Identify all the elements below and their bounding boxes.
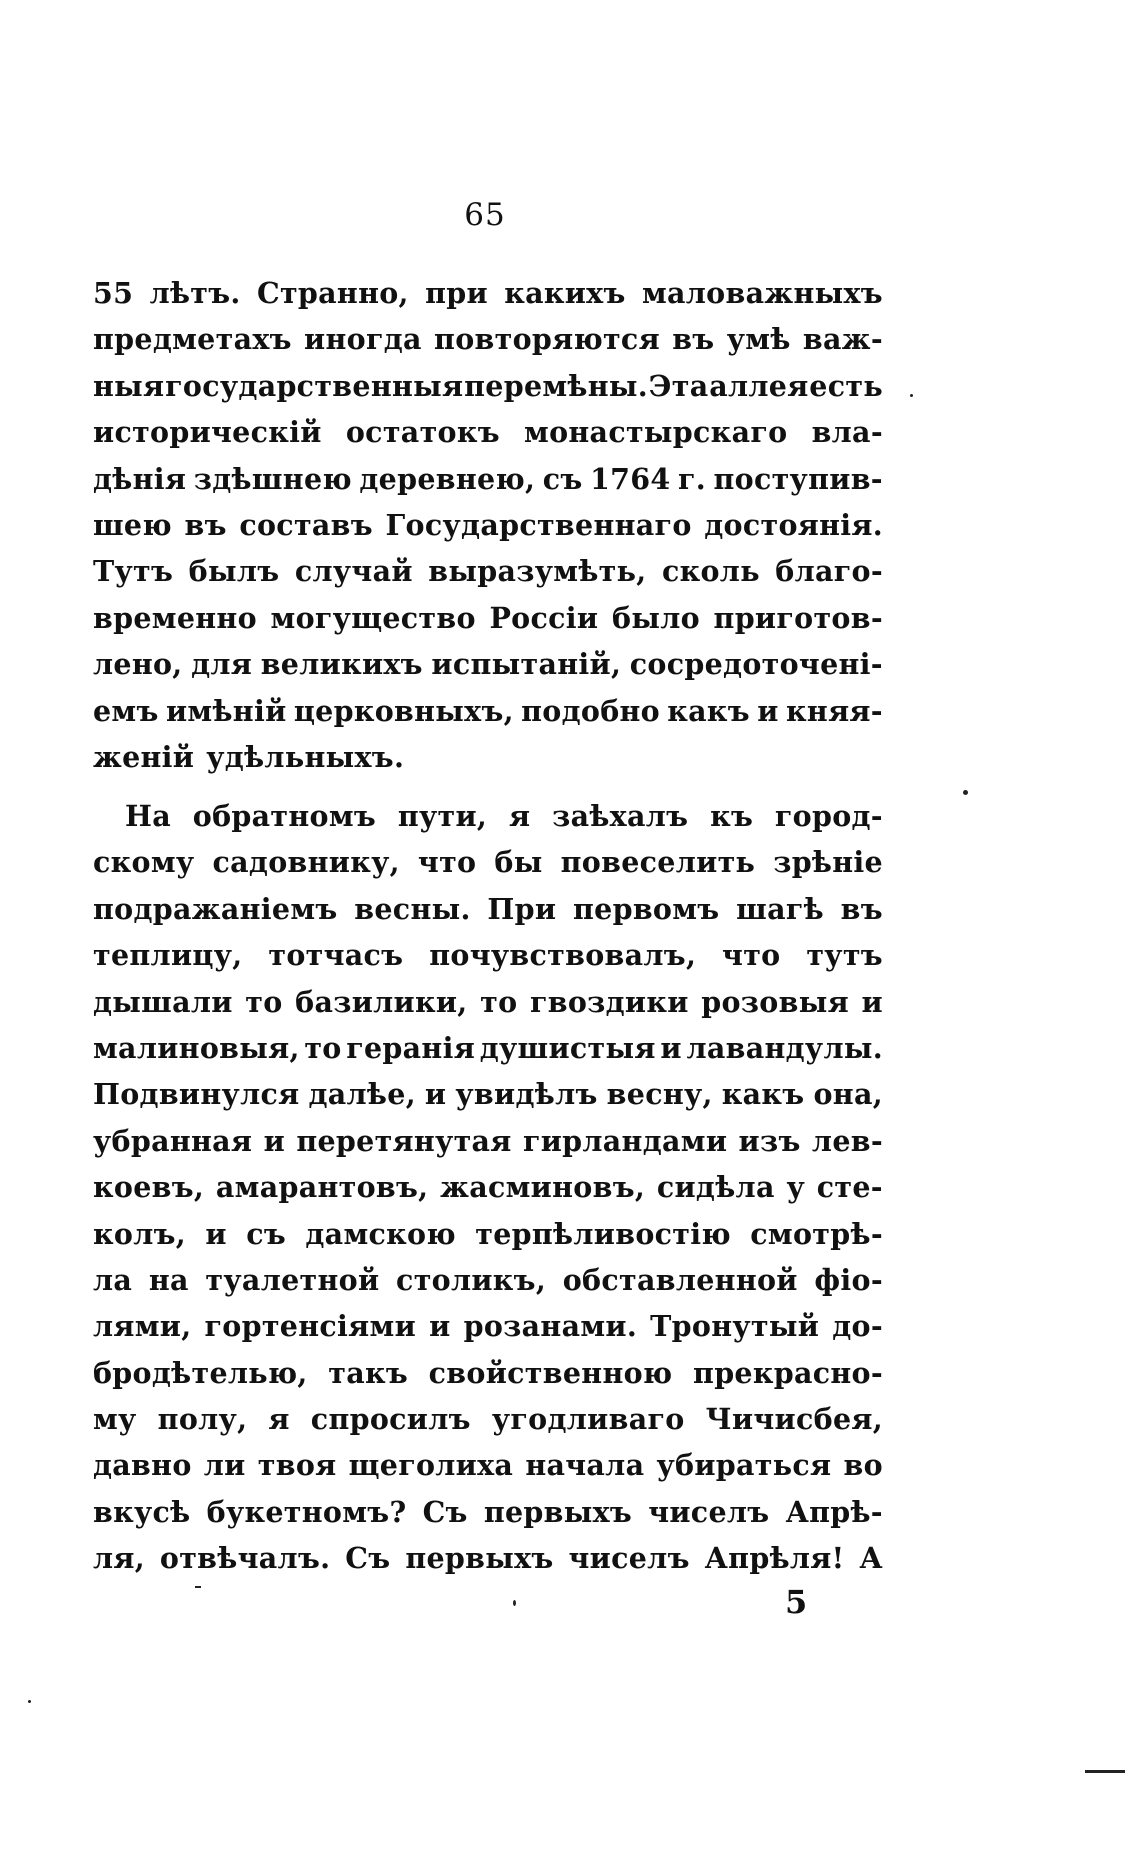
print-speck <box>513 1600 516 1606</box>
text-line: убранная и перетянутая гирландами изъ лев- <box>93 1123 883 1158</box>
text-line: дышали то базилики, то гвоздики розовыя и <box>93 984 883 1019</box>
text-line: вкусѣ букетномъ? Съ первыхъ чиселъ Апрѣ- <box>93 1494 883 1529</box>
print-dash <box>1085 1770 1125 1773</box>
print-speck <box>910 394 913 397</box>
text-line: На обратномъ пути, я заѣхалъ къ город- <box>125 799 883 833</box>
text-line: подражаніемъ весны. При первомъ шагѣ въ <box>93 891 883 926</box>
paragraph-2 <box>93 793 883 1582</box>
text-line: ла на туалетной столикъ, обставленной фіо- <box>93 1262 883 1297</box>
print-speck <box>963 790 968 795</box>
text-line: лено, для великихъ испытаній, сосредоточені- <box>93 647 883 682</box>
text-line: лями, гортенсіями и розанами. Тронутый до- <box>93 1309 883 1344</box>
text-line: шею въ составъ Государственнаго достоянія. <box>93 507 883 542</box>
text-line: коевъ, амарантовъ, жасминовъ, сидѣла у сте- <box>93 1170 883 1205</box>
text-line: ныя государственныя перемѣны. Эта аллея есть <box>93 368 883 403</box>
text-line: временно могущество Россіи было приготов- <box>93 600 883 635</box>
text-line: му полу, я спросилъ угодливаго Чичисбея, <box>93 1402 883 1437</box>
text-line: давно ли твоя щеголиха начала убираться во <box>93 1448 883 1483</box>
text-line: Подвинулся далѣе, и увидѣлъ весну, какъ она, <box>93 1077 883 1112</box>
text-line: малиновыя, то геранія душистыя и лавандулы. <box>93 1030 883 1065</box>
text-line: Тутъ былъ случай выразумѣть, сколь благо- <box>93 554 883 589</box>
print-dash <box>195 1586 201 1588</box>
text-line: теплицу, тотчасъ почувствовалъ, что тутъ <box>93 938 883 973</box>
text-line: скому садовнику, что бы повеселить зрѣніе <box>93 845 883 880</box>
text-line: емъ имѣній церковныхъ, подобно какъ и княя- <box>93 693 883 728</box>
paragraph-1 <box>93 270 883 780</box>
text-line: историческій остатокъ монастырскаго вла- <box>93 415 883 450</box>
text-line: бродѣтелью, такъ свойственною прекрасно- <box>93 1355 883 1390</box>
text-line: ля, отвѣчалъ. Съ первыхъ чиселъ Апрѣля! А <box>93 1541 883 1576</box>
text-line: колъ, и съ дамскою терпѣливостію смотрѣ- <box>93 1216 883 1251</box>
text-line: 55 лѣтъ. Странно, при какихъ маловажныхъ <box>93 276 883 310</box>
print-speck <box>28 1700 31 1703</box>
text-line: женій удѣльныхъ. <box>93 739 405 774</box>
text-line: предметахъ иногда повторяются въ умѣ важ- <box>93 322 883 357</box>
signature-mark: 5 <box>785 1583 808 1621</box>
page-number: 65 <box>464 197 506 233</box>
text-line: дѣнія здѣшнею деревнею, съ 1764 г. поступив- <box>93 461 883 496</box>
